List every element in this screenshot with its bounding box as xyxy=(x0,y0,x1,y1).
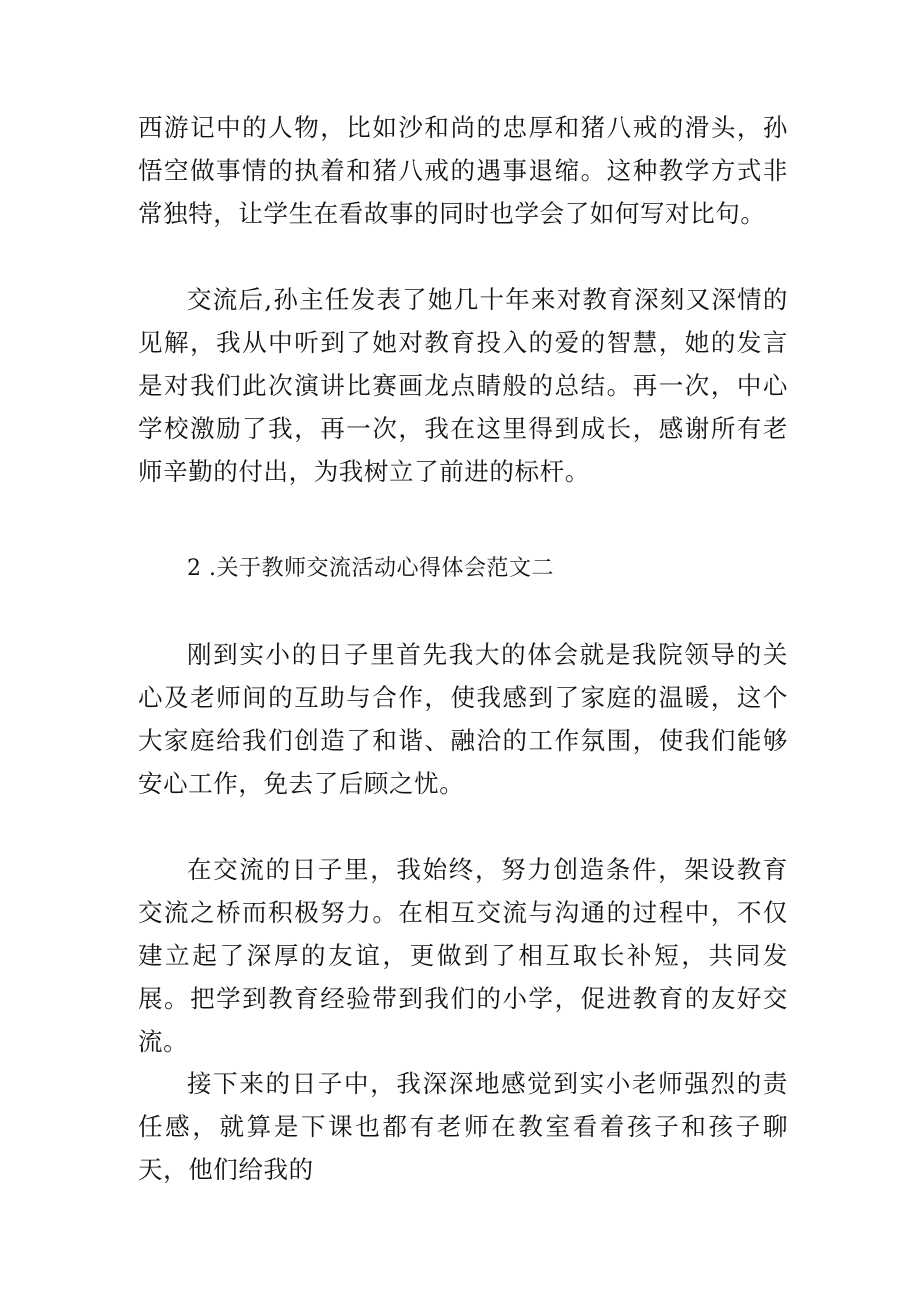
paragraph-exchange-days: 在交流的日子里，我始终，努力创造条件，架设教育交流之桥而积极努力。在相互交流与沟通的过程中，不仅建立起了深厚的友谊，更做到了相互取长补短，共同发展。把学到教育经验带到我们的小学，促进教育的友好交流。 xyxy=(138,855,788,1056)
paragraph-first-impression: 刚到实小的日子里首先我大的体会就是我院领导的关心及老师间的互助与合作，使我感到了家庭的温暖，这个大家庭给我们创造了和谐、融洽的工作氛围，使我们能够安心工作，免去了后顾之忧。 xyxy=(138,640,788,798)
paragraph-responsibility: 接下来的日子中，我深深地感觉到实小老师强烈的责任感，就算是下课也都有老师在教室看着孩子和孩子聊天，他们给我的 xyxy=(138,1069,788,1184)
paragraph-continuation: 西游记中的人物，比如沙和尚的忠厚和猪八戒的滑头，孙悟空做事情的执着和猪八戒的遇事退缩。这种教学方式非常独特，让学生在看故事的同时也学会了如何写对比句。 xyxy=(138,113,788,228)
paragraph-exchange-summary: 交流后,孙主任发表了她几十年来对教育深刻又深情的见解，我从中听到了她对教育投入的爱的智慧，她的发言是对我们此次演讲比赛画龙点睛般的总结。再一次，中心学校激励了我，再一次，我在这里得到成长，感谢所有老师辛勤的付出，为我树立了前进的标杆。 xyxy=(138,285,788,486)
section-heading: 2 .关于教师交流活动心得体会范文二 xyxy=(187,556,554,581)
